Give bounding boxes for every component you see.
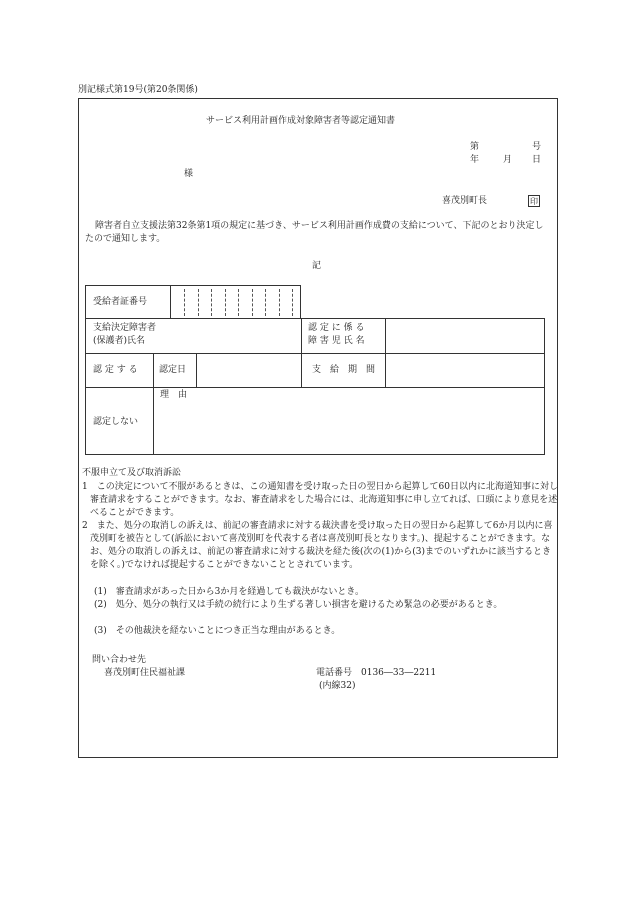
approve-date-label: 認定日 (159, 365, 187, 375)
appeal-sub-3: (3) その他裁決を経ないことにつき正当な理由があるとき。 (94, 626, 341, 636)
child-name-label-2: 障 害 児 氏 名 (308, 336, 365, 346)
digit-divider (292, 289, 293, 316)
reason-label: 理 由 (160, 390, 188, 400)
contact-heading: 問い合わせ先 (92, 655, 147, 665)
digit-divider (252, 289, 253, 316)
table-divider (196, 353, 197, 388)
table-divider (170, 285, 171, 319)
contact-dept: 喜茂別町住民福祉課 (104, 668, 186, 678)
body-paragraph: 障害者自立支援法第32条第1項の規定に基づき、サービス利用計画作成費の支給について、下記のとおり決定したので通知します。 (85, 221, 544, 244)
date-year: 年 (470, 155, 480, 165)
number-go: 号 (532, 142, 542, 152)
period-label: 支 給 期 間 (312, 365, 376, 375)
digit-divider (211, 289, 212, 316)
appeal-sub-1: (1) 審査請求があった日から3か月を経過しても裁決がないとき。 (94, 587, 365, 597)
contact-tel: 電話番号 0136―33―2211 (316, 668, 437, 678)
appeal-item-2: 2 また、処分の取消しの訴えは、前記の審査請求に対する裁決書を受け取った日の翌日から起算して6か月以内に喜茂別町を被告として(訴訟において喜茂別町を代表する者は喜茂別町長となります。)、提起することができます。なお、処分の取消しの訴えは、前記の審査請求に対する裁決を経た後(次の(1)から(3)までのいずれかに該当するときを除く。)でなければ提起することができないこととされています。 (82, 521, 553, 570)
issuer-name: 喜茂別町長 (442, 196, 488, 206)
digit-divider (265, 289, 266, 316)
form-reference: 別記様式第19号(第20条関係) (78, 85, 198, 95)
digit-divider (279, 289, 280, 316)
table-divider (153, 353, 154, 455)
appeal-sub-2: (2) 処分、処分の執行又は手続の続行により生ずる著しい損害を避けるため緊急の必要があるとき。 (94, 600, 503, 610)
digit-divider (225, 289, 226, 316)
appeal-heading: 不服申立て及び取消訴訟 (82, 468, 182, 478)
approve-label: 認 定 す る (93, 365, 138, 375)
child-name-label-1: 認 定 に 係 る (308, 323, 365, 333)
digit-divider (184, 289, 185, 316)
addressee-sama: 様 (184, 169, 194, 179)
decided-person-label-1: 支給決定障害者 (93, 323, 157, 333)
table-divider (301, 318, 302, 388)
number-dai: 第 (470, 142, 480, 152)
contact-ext: (内線32) (319, 681, 356, 691)
document-title: サービス利用計画作成対象障害者等認定通知書 (206, 116, 396, 126)
table-divider (385, 318, 386, 388)
decided-person-label-2: (保護者)氏名 (93, 336, 146, 346)
appeal-item-1: 1 この決定について不服があるときは、この通知書を受け取った日の翌日から起算して60日以内に北海道知事に対し審査請求をすることができます。なお、審査請求をした場合には、北海道知事に申し立てれば、口頭により意見を述べることができます。 (82, 482, 559, 518)
ki-label: 記 (312, 261, 322, 271)
digit-divider (238, 289, 239, 316)
recipient-number-label: 受給者証番号 (93, 297, 148, 307)
digit-divider (198, 289, 199, 316)
date-month: 月 (503, 155, 513, 165)
seal-mark: 印 (530, 197, 538, 206)
not-approve-label: 認定しない (93, 417, 139, 427)
date-day: 日 (532, 155, 542, 165)
